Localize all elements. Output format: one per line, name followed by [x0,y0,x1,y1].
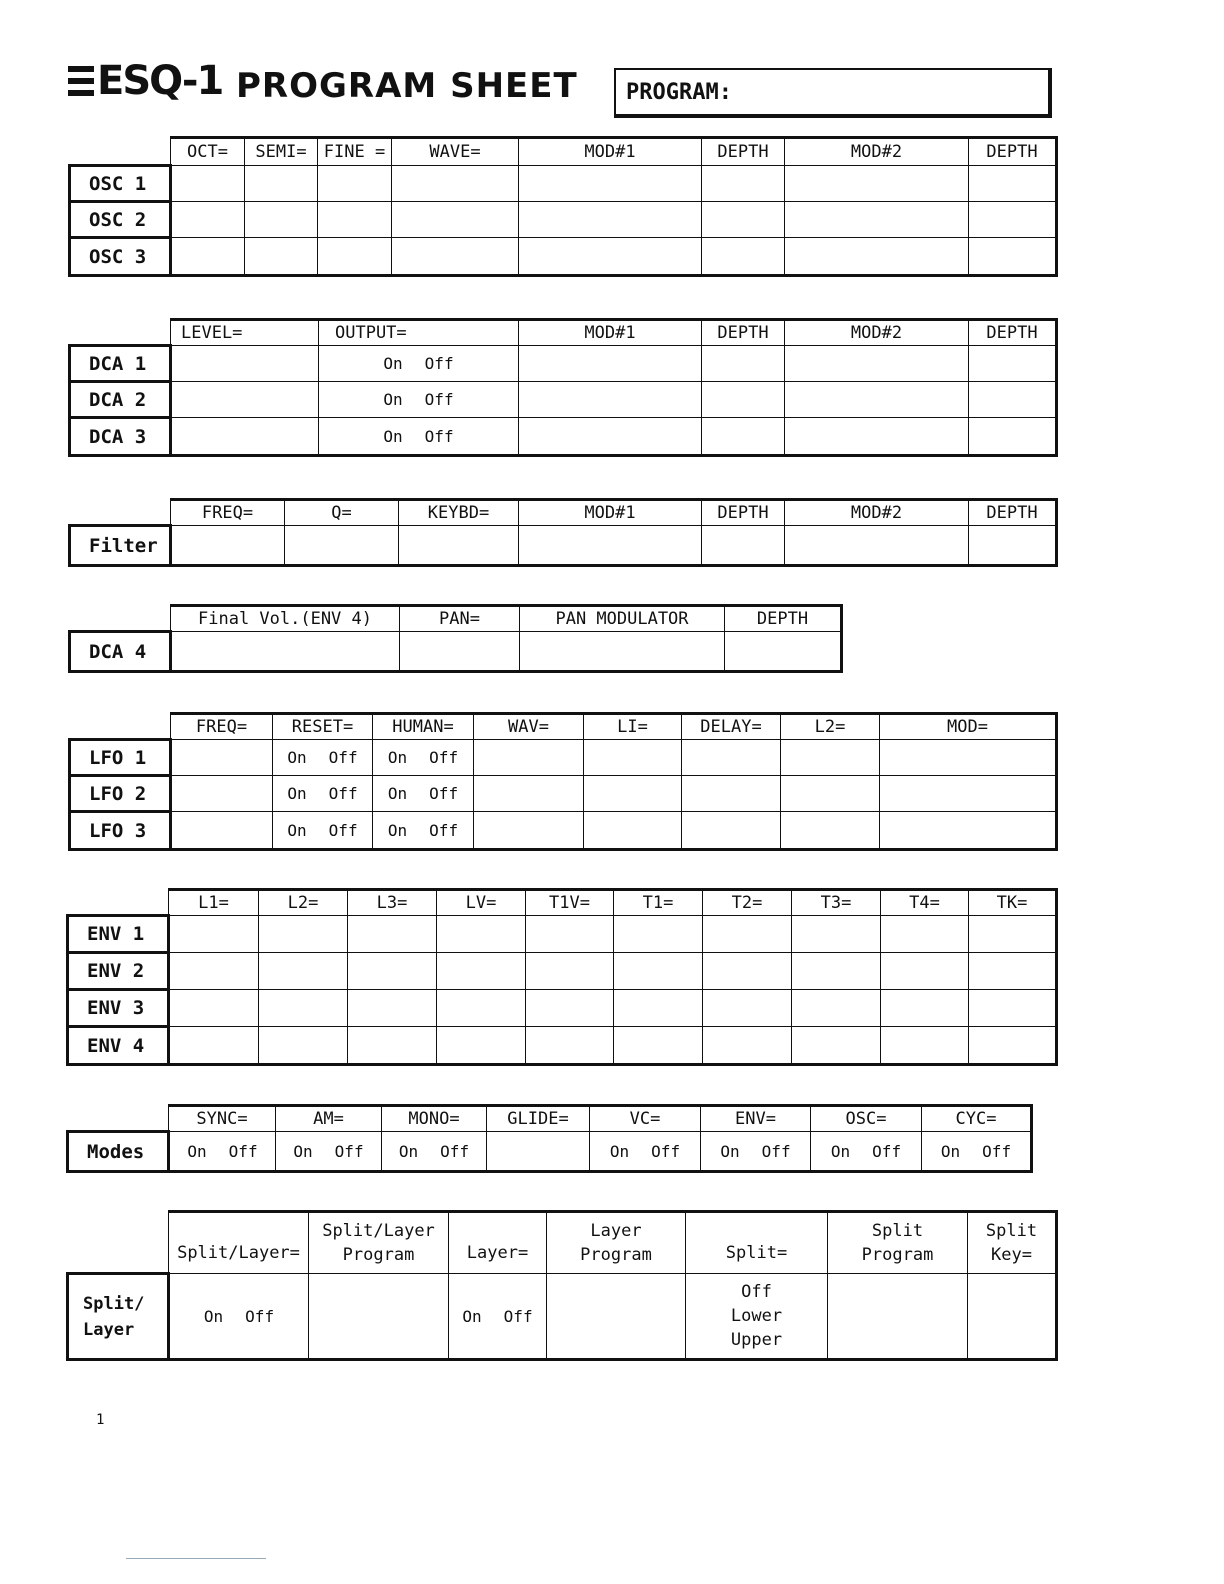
dca4-pan[interactable] [400,632,520,672]
dca-1-depth2[interactable] [969,346,1057,382]
osc-1-depth1[interactable] [702,166,785,202]
modes-osc-on[interactable]: On [830,1141,851,1161]
modes-am-on[interactable]: On [293,1141,313,1161]
dca-1-output[interactable] [319,346,519,382]
env-3-t2[interactable] [703,990,792,1027]
env-3-label: ENV 3 [68,990,169,1027]
sheet-title: PROGRAM SHEET [236,66,578,106]
env-3-lv[interactable] [437,990,526,1027]
lfo-header-delay: DELAY= [682,714,781,740]
split-layer-program[interactable] [309,1274,449,1360]
osc-row-1 [70,166,1057,202]
env-2-t2[interactable] [703,953,792,990]
env-4-lv[interactable] [437,1027,526,1065]
modes-am[interactable] [276,1132,382,1172]
env-3-t1[interactable] [614,990,703,1027]
osc-2-mod2[interactable] [785,202,969,238]
osc-3-depth2[interactable] [969,238,1057,276]
dca4-row [70,632,842,672]
osc-1-semi[interactable] [245,166,318,202]
osc-3-wave[interactable] [392,238,519,276]
bottom-rule [126,1558,266,1559]
modes-header-cyc: CYC= [922,1106,1032,1132]
dca-3-mod1[interactable] [519,418,702,456]
lfo-header-reset: RESET= [273,714,373,740]
modes-mono[interactable] [382,1132,487,1172]
env-table [66,888,1058,1066]
dca-row-2 [70,382,1057,418]
dca-3-mod2[interactable] [785,418,969,456]
env-3-l3[interactable] [348,990,437,1027]
dca-1-label: DCA 1 [70,346,171,382]
env-header-row [68,890,1057,916]
lfo-1-l2[interactable] [781,740,880,776]
env-header-t1: T1= [614,890,703,916]
modes-am-off[interactable]: Off [334,1141,364,1161]
lfo-1-reset-on[interactable]: On [287,748,307,767]
env-1-t1v[interactable] [526,916,614,953]
lfo-header-row [70,714,1057,740]
dca-3-off-option[interactable]: Off [424,426,454,446]
dca-3-label: DCA 3 [70,418,171,456]
env-4-label: ENV 4 [68,1027,169,1065]
filter-mod1[interactable] [519,526,702,566]
osc-1-oct[interactable] [171,166,245,202]
dca4-header-pan: PAN= [400,606,520,632]
env-1-t4[interactable] [881,916,969,953]
lfo-header-l2: L2= [781,714,880,740]
layer-off[interactable]: Off [503,1306,533,1326]
filter-depth1[interactable] [702,526,785,566]
env-1-t1[interactable] [614,916,703,953]
env-3-t1v[interactable] [526,990,614,1027]
env-header-l3: L3= [348,890,437,916]
env-header-lv: LV= [437,890,526,916]
layer-onoff[interactable] [449,1274,547,1360]
split-option-lower[interactable]: Lower [730,1306,783,1326]
split-layer-table [66,1210,1058,1361]
lfo-3-freq[interactable] [171,812,273,850]
osc-1-label: OSC 1 [70,166,171,202]
lfo-1-freq[interactable] [171,740,273,776]
modes-vc[interactable] [590,1132,701,1172]
env-1-tk[interactable] [969,916,1057,953]
dca-1-depth1[interactable] [702,346,785,382]
lfo-1-reset[interactable] [273,740,373,776]
dca-1-on-option[interactable]: On [383,354,403,373]
modes-header-am: AM= [276,1106,382,1132]
env-4-l1[interactable] [169,1027,259,1065]
lfo-1-human-off[interactable]: Off [429,748,459,767]
dca-1-mod1[interactable] [519,346,702,382]
lfo-header-mod: MOD= [880,714,1057,740]
modes-glide[interactable] [487,1132,590,1172]
dca4-final-vol[interactable] [171,632,400,672]
filter-header-depth2: DEPTH [969,500,1057,526]
lfo-3-reset-on[interactable]: On [287,820,307,840]
lfo-3-human[interactable] [373,812,474,850]
split-option-off[interactable]: Off [741,1282,772,1302]
lfo-3-human-on[interactable]: On [387,820,408,840]
dca-table [68,318,1058,457]
osc-1-fine[interactable] [318,166,392,202]
modes-mono-off[interactable]: Off [440,1141,470,1161]
split-header-split: Split= [686,1212,828,1274]
env-2-t4[interactable] [881,953,969,990]
modes-sync-off[interactable]: Off [228,1141,258,1161]
lfo-3-delay[interactable] [682,812,781,850]
filter-header-q: Q= [285,500,399,526]
lfo-3-human-off[interactable]: Off [429,820,459,840]
dca-header-row [70,320,1057,346]
osc-1-mod1[interactable] [519,166,702,202]
env-1-t2[interactable] [703,916,792,953]
env-header-t3: T3= [792,890,881,916]
env-header-l1: L1= [169,890,259,916]
modes-cyc[interactable] [922,1132,1032,1172]
env-4-l2[interactable] [259,1027,348,1065]
dca-header-level: LEVEL= [171,320,319,346]
filter-keybd[interactable] [399,526,519,566]
dca4-pan-modulator[interactable] [520,632,725,672]
dca4-depth[interactable] [725,632,842,672]
split-option-upper[interactable]: Upper [730,1330,783,1350]
modes-header-glide: GLIDE= [487,1106,590,1132]
env-3-tk[interactable] [969,990,1057,1027]
env-2-t1v[interactable] [526,953,614,990]
filter-header-mod1: MOD#1 [519,500,702,526]
lfo-1-wav[interactable] [474,740,584,776]
lfo-row-3 [70,812,1057,850]
osc-table [68,136,1058,277]
layer-program[interactable] [547,1274,686,1360]
osc-3-fine[interactable] [318,238,392,276]
lfo-3-reset-off[interactable]: Off [328,820,358,840]
filter-header-freq: FREQ= [171,500,285,526]
lfo-header-l1: LI= [584,714,682,740]
lfo-1-label: LFO 1 [70,740,171,776]
osc-header-oct: OCT= [171,138,245,166]
program-name-field[interactable] [614,68,1052,118]
dca-row-3 [70,418,1057,456]
dca-2-level[interactable] [171,382,319,418]
env-2-label: ENV 2 [68,953,169,990]
osc-header-row [70,138,1057,166]
split-header-layer-program-l2: Program [580,1245,652,1265]
osc-row-3 [70,238,1057,276]
dca-2-on-option[interactable]: On [383,390,403,409]
modes-sync[interactable] [169,1132,276,1172]
split-header-split-layer-program-l1: Split/Layer [322,1221,435,1241]
modes-header-osc: OSC= [811,1106,922,1132]
dca4-header-final-vol: Final Vol.(ENV 4) [171,606,400,632]
lfo-2-freq[interactable] [171,776,273,812]
split-layer-on[interactable]: On [203,1306,224,1326]
env-4-t1[interactable] [614,1027,703,1065]
osc-header-semi: SEMI= [245,138,318,166]
filter-header-keybd: KEYBD= [399,500,519,526]
env-4-t1v[interactable] [526,1027,614,1065]
modes-label: Modes [68,1132,169,1172]
env-2-l1[interactable] [169,953,259,990]
lfo-2-mod[interactable] [880,776,1057,812]
osc-3-mod2[interactable] [785,238,969,276]
modes-header-mono: MONO= [382,1106,487,1132]
split-layer-label [68,1274,169,1360]
env-1-lv[interactable] [437,916,526,953]
lfo-2-delay[interactable] [682,776,781,812]
modes-env-off[interactable]: Off [761,1141,791,1161]
dca-3-output[interactable] [319,418,519,456]
osc-header-depth1: DEPTH [702,138,785,166]
osc-2-wave[interactable] [392,202,519,238]
filter-row [70,526,1057,566]
dca-2-depth1[interactable] [702,382,785,418]
dca4-header-depth: DEPTH [725,606,842,632]
lfo-2-human-on[interactable]: On [387,784,408,803]
osc-header-mod1: MOD#1 [519,138,702,166]
env-2-lv[interactable] [437,953,526,990]
osc-3-oct[interactable] [171,238,245,276]
lfo-table [68,712,1058,851]
osc-3-mod1[interactable] [519,238,702,276]
modes-env[interactable] [701,1132,811,1172]
lfo-1-mod[interactable] [880,740,1057,776]
layer-on[interactable]: On [462,1306,482,1326]
env-2-t3[interactable] [792,953,881,990]
split-program[interactable] [828,1274,968,1360]
env-3-t4[interactable] [881,990,969,1027]
dca-2-mod2[interactable] [785,382,969,418]
dca-3-depth2[interactable] [969,418,1057,456]
dca-3-level[interactable] [171,418,319,456]
osc-1-mod2[interactable] [785,166,969,202]
env-4-t3[interactable] [792,1027,881,1065]
split-header-layer-program [547,1212,686,1274]
split-mode[interactable] [686,1274,828,1360]
dca4-header-row [70,606,842,632]
dca4-header-pan-modulator: PAN MODULATOR [520,606,725,632]
dca-2-depth2[interactable] [969,382,1057,418]
osc-2-semi[interactable] [245,202,318,238]
env-row-2 [68,953,1057,990]
env-1-label: ENV 1 [68,916,169,953]
lfo-3-wav[interactable] [474,812,584,850]
dca-2-mod1[interactable] [519,382,702,418]
dca-row-1 [70,346,1057,382]
osc-3-label: OSC 3 [70,238,171,276]
split-header-layer: Layer= [449,1212,547,1274]
lfo-header-human: HUMAN= [373,714,474,740]
env-1-t3[interactable] [792,916,881,953]
lfo-2-reset-on[interactable]: On [287,784,307,803]
osc-header-fine: FINE = [318,138,392,166]
dca-1-level[interactable] [171,346,319,382]
env-2-l3[interactable] [348,953,437,990]
lfo-2-reset[interactable] [273,776,373,812]
split-header-split-program-l1: Split [871,1221,924,1241]
env-1-l2[interactable] [259,916,348,953]
split-header-split-key [968,1212,1057,1274]
modes-sync-on[interactable]: On [187,1141,207,1161]
split-header-split-layer-program [309,1212,449,1274]
lfo-3-reset[interactable] [273,812,373,850]
lfo-2-wav[interactable] [474,776,584,812]
modes-osc-off[interactable]: Off [872,1141,902,1161]
lfo-2-human[interactable] [373,776,474,812]
split-header-layer-program-l1: Layer [590,1221,642,1241]
modes-cyc-on[interactable]: On [940,1141,961,1161]
osc-2-oct[interactable] [171,202,245,238]
dca-header-output: OUTPUT= [319,320,519,346]
split-header-split-layer-program-l2: Program [342,1245,415,1265]
modes-row [68,1132,1032,1172]
filter-header-depth1: DEPTH [702,500,785,526]
logo-bars-icon [68,66,94,96]
env-3-l2[interactable] [259,990,348,1027]
dca-header-depth1: DEPTH [702,320,785,346]
osc-2-fine[interactable] [318,202,392,238]
filter-mod2[interactable] [785,526,969,566]
modes-osc[interactable] [811,1132,922,1172]
dca-2-label: DCA 2 [70,382,171,418]
lfo-2-human-off[interactable]: Off [429,784,459,803]
modes-env-on[interactable]: On [720,1141,740,1161]
stray-mark: 1 [96,1412,105,1428]
osc-2-mod1[interactable] [519,202,702,238]
env-row-3 [68,990,1057,1027]
env-row-1 [68,916,1057,953]
split-layer-label-l2: Layer [83,1319,135,1340]
filter-depth2[interactable] [969,526,1057,566]
split-header-split-program [828,1212,968,1274]
lfo-2-l1[interactable] [584,776,682,812]
osc-header-wave: WAVE= [392,138,519,166]
env-3-t3[interactable] [792,990,881,1027]
env-header-tk: TK= [969,890,1057,916]
modes-header-row [68,1106,1032,1132]
env-2-t1[interactable] [614,953,703,990]
env-2-tk[interactable] [969,953,1057,990]
lfo-1-l1[interactable] [584,740,682,776]
env-1-l1[interactable] [169,916,259,953]
env-header-t4: T4= [881,890,969,916]
env-1-l3[interactable] [348,916,437,953]
modes-header-sync: SYNC= [169,1106,276,1132]
env-header-l2: L2= [259,890,348,916]
split-layer-onoff[interactable] [169,1274,309,1360]
dca-2-output[interactable] [319,382,519,418]
esq1-logo [68,58,223,104]
lfo-2-label: LFO 2 [70,776,171,812]
env-header-t1v: T1V= [526,890,614,916]
modes-header-vc: VC= [590,1106,701,1132]
env-row-4 [68,1027,1057,1065]
osc-3-depth1[interactable] [702,238,785,276]
lfo-1-delay[interactable] [682,740,781,776]
env-4-l3[interactable] [348,1027,437,1065]
modes-header-env: ENV= [701,1106,811,1132]
lfo-3-label: LFO 3 [70,812,171,850]
osc-2-label: OSC 2 [70,202,171,238]
split-header-split-layer: Split/Layer= [169,1212,309,1274]
modes-vc-on[interactable]: On [609,1141,630,1161]
modes-table [66,1104,1033,1173]
env-header-t2: T2= [703,890,792,916]
osc-2-depth2[interactable] [969,202,1057,238]
osc-3-semi[interactable] [245,238,318,276]
program-label: PROGRAM: [626,80,732,105]
lfo-2-l2[interactable] [781,776,880,812]
split-key[interactable] [968,1274,1057,1360]
dca-header-mod2: MOD#2 [785,320,969,346]
osc-1-depth2[interactable] [969,166,1057,202]
split-header-split-key-l1: Split [985,1221,1038,1241]
dca4-table [68,604,843,673]
dca-1-off-option[interactable]: Off [424,354,454,373]
osc-row-2 [70,202,1057,238]
lfo-3-l1[interactable] [584,812,682,850]
split-layer-label-l1: Split/ [83,1293,145,1314]
filter-header-row [70,500,1057,526]
split-layer-off[interactable]: Off [245,1306,275,1326]
osc-header-depth2: DEPTH [969,138,1057,166]
env-3-l1[interactable] [169,990,259,1027]
osc-1-wave[interactable] [392,166,519,202]
env-4-tk[interactable] [969,1027,1057,1065]
split-header-split-key-l2: Key= [991,1245,1032,1265]
dca4-label: DCA 4 [70,632,171,672]
lfo-1-human[interactable] [373,740,474,776]
filter-freq[interactable] [171,526,285,566]
dca-3-depth1[interactable] [702,418,785,456]
split-header-row [68,1212,1057,1274]
modes-mono-on[interactable]: On [398,1141,419,1161]
lfo-1-human-on[interactable]: On [387,748,408,767]
dca-3-on-option[interactable]: On [383,426,403,446]
modes-vc-off[interactable]: Off [651,1141,681,1161]
lfo-row-1 [70,740,1057,776]
split-row [68,1274,1057,1360]
modes-cyc-off[interactable]: Off [982,1141,1012,1161]
dca-header-mod1: MOD#1 [519,320,702,346]
logo-text: ESQ-1 [97,58,223,104]
lfo-2-reset-off[interactable]: Off [328,784,358,803]
env-4-t2[interactable] [703,1027,792,1065]
filter-table [68,498,1058,567]
osc-2-depth1[interactable] [702,202,785,238]
env-2-l2[interactable] [259,953,348,990]
lfo-3-mod[interactable] [880,812,1057,850]
filter-header-mod2: MOD#2 [785,500,969,526]
dca-1-mod2[interactable] [785,346,969,382]
dca-header-depth2: DEPTH [969,320,1057,346]
dca-2-off-option[interactable]: Off [424,390,454,409]
env-4-t4[interactable] [881,1027,969,1065]
osc-header-mod2: MOD#2 [785,138,969,166]
lfo-header-freq: FREQ= [171,714,273,740]
split-header-split-program-l2: Program [861,1245,934,1265]
filter-label: Filter [70,526,171,566]
lfo-1-reset-off[interactable]: Off [328,748,358,767]
lfo-header-wav: WAV= [474,714,584,740]
lfo-3-l2[interactable] [781,812,880,850]
filter-q[interactable] [285,526,399,566]
lfo-row-2 [70,776,1057,812]
